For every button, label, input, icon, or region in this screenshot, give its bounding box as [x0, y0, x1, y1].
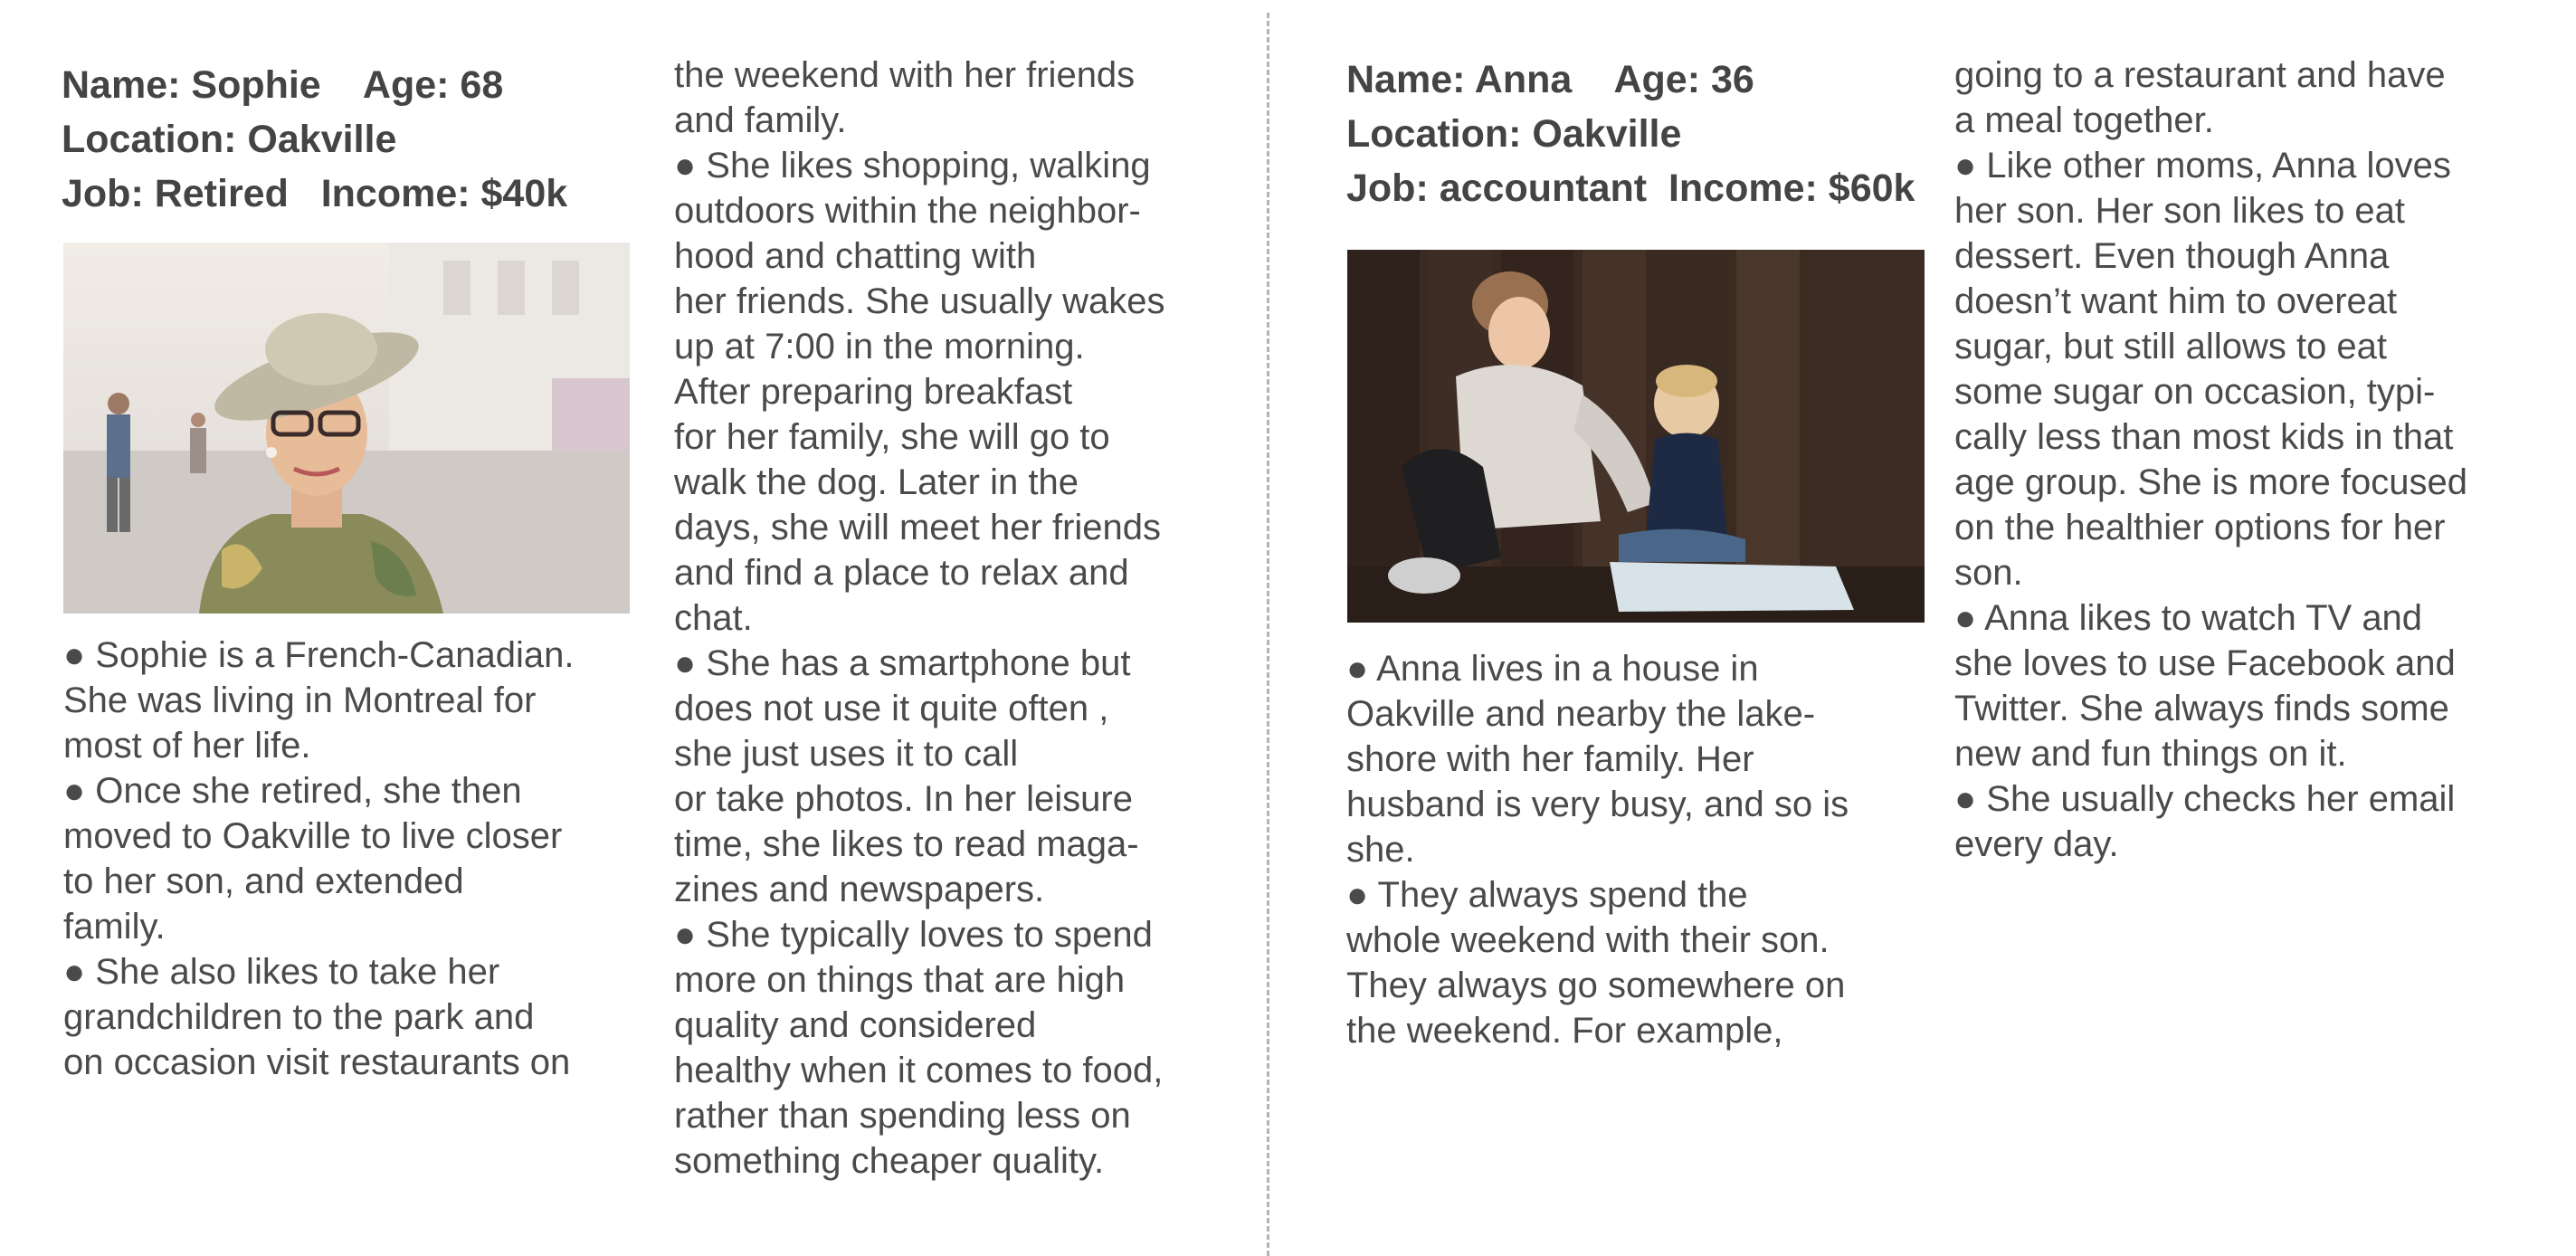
bio-line: outdoors within the neighbor- — [674, 191, 1141, 231]
bio-line: does not use it quite often , — [674, 689, 1109, 728]
bio-line: dessert. Even though Anna — [1954, 236, 2390, 276]
bio-line: some sugar on occasion, typi- — [1954, 372, 2436, 412]
bio-line: quality and considered — [674, 1005, 1037, 1045]
persona-header-sophie — [62, 58, 567, 221]
bio-line: son. — [1954, 553, 2023, 593]
bio-line: and family. — [674, 100, 847, 140]
bio-line: and find a place to relax and — [674, 553, 1129, 593]
bio-line: grandchildren to the park and — [63, 997, 535, 1037]
bio-line: she loves to use Facebook and — [1954, 643, 2456, 683]
persona-name-age: Name: Sophie Age: 68 — [62, 63, 504, 107]
bio-line: She was living in Montreal for — [63, 680, 537, 720]
bio-line: moved to Oakville to live closer — [63, 816, 563, 856]
bio-line: days, she will meet her friends — [674, 508, 1162, 547]
persona-bio-anna-col2 — [1954, 52, 2467, 867]
woman-in-hat-photo — [63, 243, 630, 614]
bio-line: family. — [63, 907, 166, 947]
persona-bio-sophie-col1 — [63, 633, 574, 1085]
bio-line: something cheaper quality. — [674, 1141, 1105, 1181]
bio-line: ● She likes shopping, walking — [674, 146, 1151, 186]
bio-line: a meal together. — [1954, 100, 2214, 140]
bio-line: every day. — [1954, 824, 2119, 864]
bio-line: ● Anna likes to watch TV and — [1954, 598, 2423, 638]
bio-line: the weekend with her friends — [674, 55, 1136, 95]
bio-line: her friends. She usually wakes — [674, 281, 1165, 321]
bio-line: ● Sophie is a French-Canadian. — [63, 635, 575, 675]
bio-line: Twitter. She always finds some — [1954, 689, 2449, 728]
persona-bio-sophie-col2 — [674, 52, 1165, 1184]
bio-line: ● She typically loves to spend — [674, 915, 1153, 955]
bio-line: ● Like other moms, Anna loves — [1954, 146, 2451, 186]
bio-line: chat. — [674, 598, 753, 638]
bio-line: ● She usually checks her email — [1954, 779, 2456, 819]
persona-location: Location: Oakville — [1346, 112, 1682, 156]
bio-line: rather than spending less on — [674, 1096, 1131, 1136]
bio-line: After preparing breakfast — [674, 372, 1073, 412]
persona-header-anna — [1346, 52, 1915, 215]
bio-line: going to a restaurant and have — [1954, 55, 2446, 95]
persona-name-age: Name: Anna Age: 36 — [1346, 58, 1754, 101]
bio-line: ● She has a smartphone but — [674, 643, 1131, 683]
bio-line: she. — [1346, 830, 1415, 870]
bio-line: the weekend. For example, — [1346, 1011, 1783, 1051]
bio-line: ● They always spend the — [1346, 875, 1748, 915]
bio-line: walk the dog. Later in the — [674, 462, 1079, 502]
bio-line: cally less than most kids in that — [1954, 417, 2454, 457]
bio-line: up at 7:00 in the morning. — [674, 327, 1085, 366]
persona-photo-sophie — [63, 243, 630, 614]
bio-line: to her son, and extended — [63, 861, 464, 901]
bio-line: her son. Her son likes to eat — [1954, 191, 2406, 231]
bio-line: husband is very busy, and so is — [1346, 785, 1849, 824]
bio-line: ● Anna lives in a house in — [1346, 649, 1759, 689]
bio-line: ● She also likes to take her — [63, 952, 500, 992]
bio-line: whole weekend with their son. — [1346, 920, 1830, 960]
persona-job-income: Job: Retired Income: $40k — [62, 172, 568, 215]
bio-line: new and fun things on it. — [1954, 734, 2347, 774]
bio-line: time, she likes to read maga- — [674, 824, 1139, 864]
page-divider — [1267, 13, 1269, 1256]
bio-line: ● Once she retired, she then — [63, 771, 522, 811]
bio-line: on the healthier options for her — [1954, 508, 2446, 547]
bio-line: or take photos. In her leisure — [674, 779, 1133, 819]
bio-line: doesn’t want him to overeat — [1954, 281, 2398, 321]
bio-line: for her family, she will go to — [674, 417, 1110, 457]
persona-bio-anna-col1 — [1346, 646, 1849, 1053]
bio-line: age group. She is more focused — [1954, 462, 2468, 502]
mother-and-child-photo — [1347, 250, 1925, 623]
persona-job-income: Job: accountant Income: $60k — [1346, 167, 1915, 210]
bio-line: she just uses it to call — [674, 734, 1019, 774]
bio-line: more on things that are high — [674, 960, 1126, 1000]
bio-line: Oakville and nearby the lake- — [1346, 694, 1816, 734]
persona-location: Location: Oakville — [62, 118, 397, 161]
bio-line: most of her life. — [63, 726, 311, 766]
persona-photo-anna — [1347, 250, 1925, 623]
bio-line: They always go somewhere on — [1346, 966, 1846, 1005]
bio-line: healthy when it comes to food, — [674, 1051, 1164, 1090]
bio-line: sugar, but still allows to eat — [1954, 327, 2388, 366]
bio-line: shore with her family. Her — [1346, 739, 1754, 779]
bio-line: zines and newspapers. — [674, 870, 1045, 909]
bio-line: on occasion visit restaurants on — [63, 1042, 571, 1082]
bio-line: hood and chatting with — [674, 236, 1037, 276]
